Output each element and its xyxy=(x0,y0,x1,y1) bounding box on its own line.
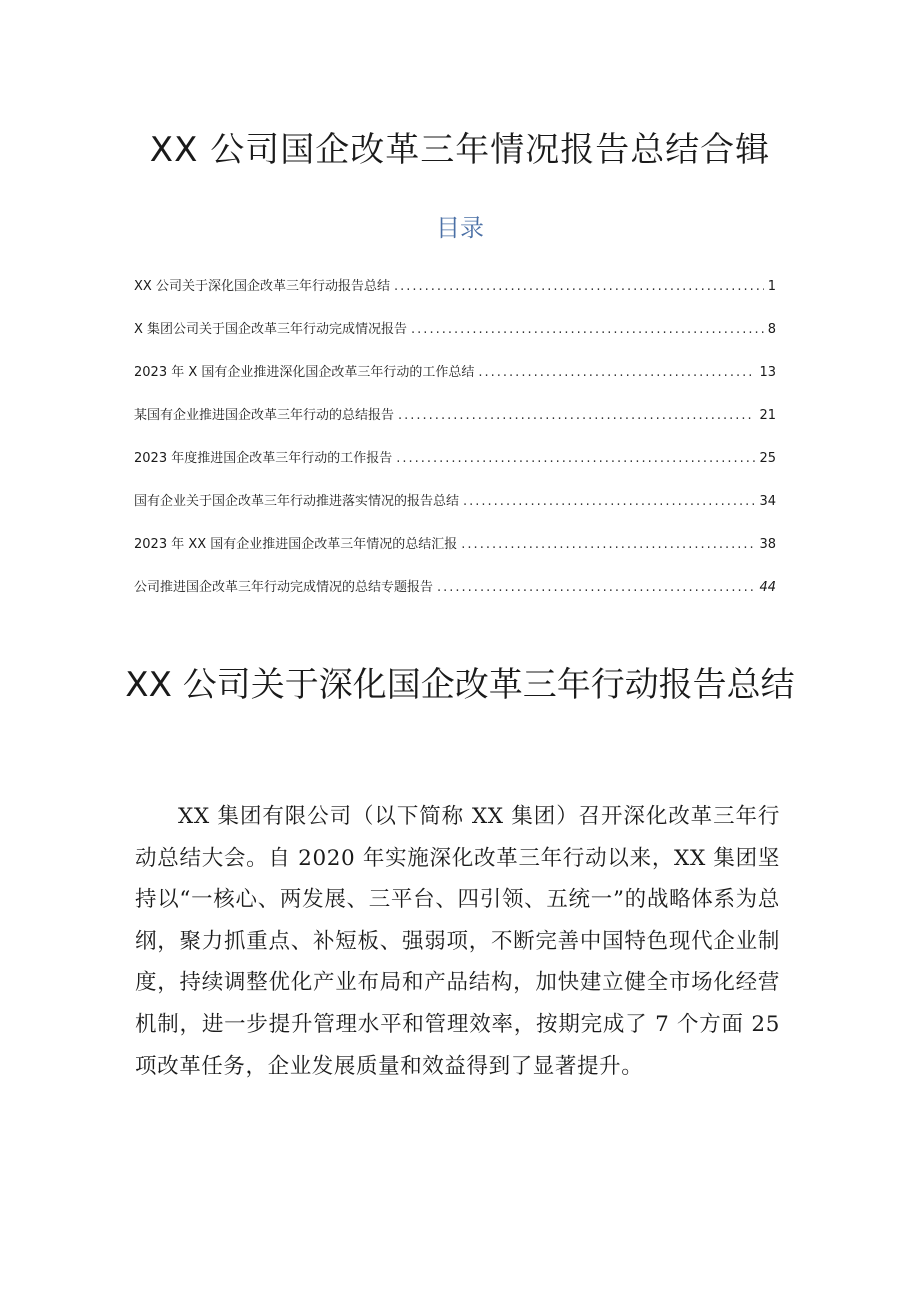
toc-entry-title: 国有企业关于国企改革三年行动推进落实情况的报告总结 xyxy=(134,494,460,509)
toc-entry-title: 公司推进国企改革三年行动完成情况的总结专题报告 xyxy=(134,580,434,595)
toc-entry-page: 8 xyxy=(767,322,776,337)
toc-leader-dots xyxy=(478,361,755,385)
toc-entry-page: 25 xyxy=(759,451,776,466)
toc-leader-dots xyxy=(463,490,755,514)
toc-leader-dots xyxy=(398,404,755,428)
toc-entry-title: 2023 年度推进国企改革三年行动的工作报告 xyxy=(134,451,393,466)
document-title: XX 公司国企改革三年情况报告总结合辑 xyxy=(149,130,771,170)
toc-entry-title: 2023 年 XX 国有企业推进国企改革三年情况的总结汇报 xyxy=(134,537,458,552)
toc-leader-dots xyxy=(461,533,755,557)
toc-entry-page: 13 xyxy=(759,365,776,380)
toc-leader-dots xyxy=(396,447,755,471)
toc-heading: 目录 xyxy=(436,214,484,242)
toc-entry[interactable] xyxy=(134,428,776,471)
toc-entry[interactable] xyxy=(134,256,776,299)
toc-leader-dots xyxy=(394,275,764,299)
toc-entry[interactable] xyxy=(134,471,776,514)
toc-leader-dots xyxy=(411,318,764,342)
toc-entry-page: 38 xyxy=(759,537,776,552)
toc-entry[interactable] xyxy=(134,299,776,342)
toc-entry[interactable] xyxy=(134,342,776,385)
toc-entry[interactable] xyxy=(134,557,776,600)
body-paragraph: XX 集团有限公司（以下简称 XX 集团）召开深化改革三年行动总结大会。自 2020 年实施深化改革三年行动以来，XX 集团坚持以“一核心、两发展、三平台、四引领、五统一”的战略体系为总纲，聚力抓重点、补短板、强弱项，不断完善中国特色现代企业制度，持续调整优化产业布局和产品结构，加快建立健全市场化经营机制，进一步提升管理水平和管理效率，按期完成了 7 个方面 25 项改革任务，企业发展质量和效益得到了显著提升。 xyxy=(135,804,780,1079)
toc-entry[interactable] xyxy=(134,514,776,557)
toc-entry[interactable] xyxy=(134,385,776,428)
toc-entry-page: 44 xyxy=(759,580,776,595)
toc-entry-title: 2023 年 X 国有企业推进深化国企改革三年行动的工作总结 xyxy=(134,365,475,380)
section-title: XX 公司关于深化国企改革三年行动报告总结 xyxy=(125,665,795,705)
toc-entry-page: 34 xyxy=(759,494,776,509)
toc-entry-title: X 集团公司关于国企改革三年行动完成情况报告 xyxy=(134,322,408,337)
toc-entry-page: 21 xyxy=(759,408,776,423)
table-of-contents xyxy=(134,256,776,600)
toc-entry-title: 某国有企业推进国企改革三年行动的总结报告 xyxy=(134,408,395,423)
toc-entry-title: XX 公司关于深化国企改革三年行动报告总结 xyxy=(134,279,390,294)
toc-entry-page: 1 xyxy=(767,279,776,294)
toc-leader-dots xyxy=(437,576,755,600)
